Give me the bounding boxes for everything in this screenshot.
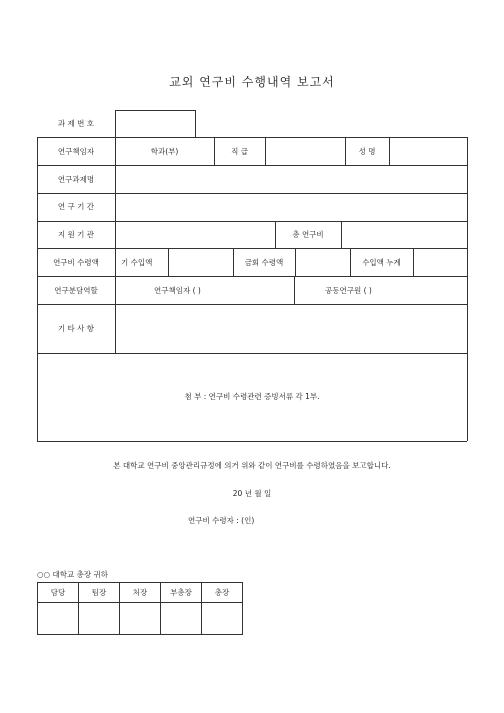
approval-header: 팀장 — [79, 583, 120, 603]
form-line — [168, 248, 169, 276]
approval-header: 처장 — [120, 583, 161, 603]
project-number-label: 과 제 번 호 — [57, 119, 95, 128]
form-line — [37, 353, 467, 354]
form-line — [37, 304, 467, 305]
addressee: ○○ 대학교 총장 귀하 — [37, 570, 108, 579]
form-line — [265, 137, 266, 165]
approval-table — [37, 582, 243, 635]
form-line — [37, 441, 467, 442]
signature-line: 연구비 수령자 : (인) — [188, 516, 255, 525]
cumulative-income-label: 수입액 누계 — [362, 258, 401, 267]
approval-sign-box — [38, 603, 79, 635]
form-line — [37, 137, 467, 138]
form-line — [195, 110, 196, 137]
role-split-label: 연구분담역할 — [54, 286, 98, 295]
position-label: 직 급 — [231, 147, 248, 156]
approval-sign-box — [161, 603, 202, 635]
report-form — [37, 110, 467, 441]
funding-agency-label: 지 원 기 관 — [57, 230, 95, 239]
current-amount-label: 금회 수령액 — [244, 258, 284, 267]
form-line — [389, 137, 390, 165]
form-line — [37, 276, 467, 277]
form-line — [37, 165, 467, 166]
lead-role-label: 연구책임자 ( ) — [154, 286, 201, 295]
form-line — [294, 276, 295, 304]
form-line — [37, 221, 467, 222]
page-title: 교외 연구비 수행내역 보고서 — [169, 75, 335, 89]
date-line: 20 년 월 일 — [232, 489, 272, 498]
form-line — [37, 193, 467, 194]
form-line — [37, 248, 467, 249]
name-label: 성 명 — [358, 147, 376, 156]
approval-header: 부총장 — [161, 583, 202, 603]
approval-header: 담당 — [38, 583, 79, 603]
form-line — [295, 248, 296, 276]
department-label: 학과(부) — [150, 147, 179, 156]
funds-spent-label: 연구비 수령액 — [53, 258, 99, 267]
approval-sign-box — [79, 603, 120, 635]
form-line — [413, 248, 414, 276]
attachment-note: 첨 부 : 연구비 수령관련 증빙서류 각 1부. — [184, 392, 320, 401]
form-line — [115, 110, 195, 111]
statement-text: 본 대학교 연구비 중앙관리규정에 의거 위와 같이 연구비를 수령하였음을 보고합니다. — [113, 461, 391, 470]
approval-header: 총장 — [202, 583, 243, 603]
co-role-label: 공동연구원 ( ) — [325, 286, 372, 295]
approval-sign-box — [202, 603, 243, 635]
total-funds-label: 총 연구비 — [292, 230, 324, 239]
remarks-label: 기 타 사 항 — [57, 324, 95, 333]
project-title-label: 연구과제명 — [57, 175, 95, 184]
period-label: 연 구 기 간 — [57, 202, 95, 211]
researcher-label: 연구책임자 — [57, 147, 95, 156]
prior-income-label: 기 수입액 — [121, 258, 153, 267]
approval-sign-box — [120, 603, 161, 635]
form-line — [341, 221, 342, 248]
form-line — [467, 137, 468, 441]
